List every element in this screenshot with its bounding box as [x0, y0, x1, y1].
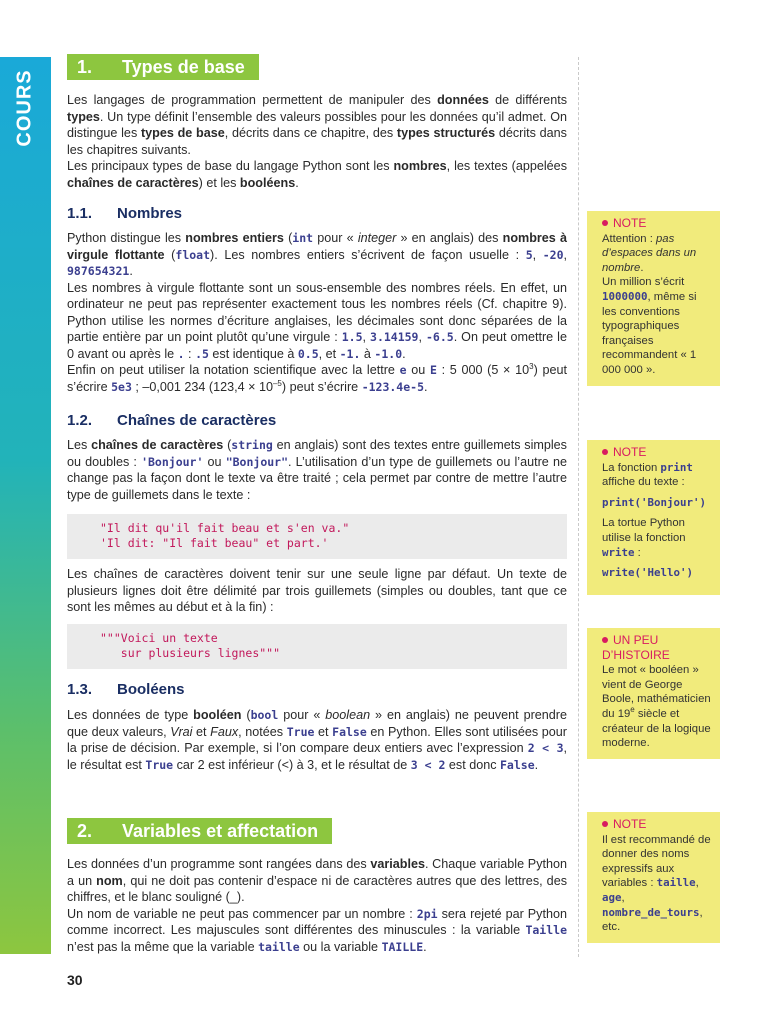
inline-code: taille	[656, 876, 696, 890]
inline-code: 1000000	[602, 289, 648, 303]
inline-code: 'Bonjour'	[141, 454, 204, 469]
section-2-title: 2. Variables et affectation	[67, 818, 332, 844]
code-block-multiline: """Voici un texte sur plusieurs lignes"""	[67, 624, 567, 669]
bold-term: booléens	[239, 175, 296, 190]
inline-code: False	[332, 724, 367, 739]
bold-term: variables	[370, 857, 425, 871]
bullet-dot-icon	[602, 449, 608, 455]
inline-code: E	[429, 363, 437, 377]
inline-code: True	[286, 724, 315, 739]
italic-term: Faux	[210, 724, 239, 739]
body-paragraph: Python distingue les nombres entiers (int pour « integer » en anglais) des nombres à virgule flottante (float). Les nombres entiers s’écrivent de façon usuelle : 5, -20, 987654321.	[67, 231, 568, 278]
inline-code: .5	[195, 346, 209, 361]
body-paragraph: Les nombres à virgule flottante sont un sous-ensemble des nombres réels. En effet, un ordinateur ne peut pas représenter exactement tous les nombres réels (Cf. chapitre 9). Python utilise les normes d’écriture anglaises, les décimales sont donc séparées de la partie entière par un point plutôt qu’une virgule : 1.5, 3.14159, -6.5. On peut omettre le 0 avant ou après le . : .5 est identique à 0.5, et -1. à -1.0.	[67, 280, 567, 361]
bold-term: nombres	[393, 159, 447, 173]
inline-code: 3.14159	[370, 330, 419, 344]
inline-code: 987654321	[67, 264, 130, 278]
note-text: Le mot « booléen » vient de George Boole, mathématicien du 19e siècle et créateur de la logique moderne.	[602, 664, 711, 750]
inline-code: print	[660, 460, 693, 474]
italic-term: integer	[357, 231, 397, 245]
bullet-dot-icon	[602, 220, 608, 226]
note-text: Attention : pas d’espaces dans un nombre.	[602, 232, 697, 274]
subsection-1-3-title: 1.3. Booléens	[67, 681, 185, 698]
inline-code: Taille	[525, 923, 567, 937]
superscript: e	[630, 705, 635, 715]
inline-code: float	[175, 247, 211, 262]
inline-code: 2 < 3	[527, 741, 564, 755]
inline-code: -123.4e-5	[361, 379, 424, 394]
italic-term: pas d’espaces dans un nombre	[602, 232, 697, 274]
inline-code: write('Hello')	[602, 566, 694, 580]
inline-code: 0.5	[297, 346, 319, 361]
body-paragraph: Les chaînes de caractères doivent tenir sur une seule ligne par défaut. Un texte de plusieurs lignes doit être délimité par trois guillemets (simples ou doubles, tant que ce sont les mêmes au début et à la fin) :	[67, 567, 567, 614]
section-label: COURS	[13, 69, 36, 147]
inline-code: 2pi	[416, 906, 438, 921]
subsection-1-2-body	[67, 437, 567, 503]
margin-separator	[578, 57, 579, 957]
inline-code: age	[602, 890, 622, 904]
note-text: La tortue Python utilise la fonction write :	[602, 517, 686, 559]
body-paragraph: Enfin on peut utiliser la notation scientifique avec la lettre e ou E : 5 000 $(5 \times 10^3)$ peut s’écrire 5e3 ; –0,001 234 $(123,4 \times 10^{-5})$ peut s’écrire -123.4e-5.	[67, 361, 567, 394]
bold-term: nom	[96, 873, 123, 888]
page-number: 30	[67, 972, 83, 988]
superscript: –5	[272, 378, 282, 388]
bold-term: types de base	[140, 126, 225, 140]
note-box-print	[587, 440, 720, 595]
code-block-quotes: "Il dit qu'il fait beau et s'en va." 'Il dit: "Il fait beau" et part.'	[67, 514, 567, 559]
inline-code: taille	[258, 939, 300, 954]
inline-code: TAILLE	[381, 939, 424, 954]
subsection-1-2-body-2	[67, 566, 567, 616]
inline-code: bool	[250, 708, 279, 722]
inline-code: -6.5	[425, 330, 454, 344]
inline-code: -20	[542, 247, 564, 262]
note-text: Un million s’écrit 1000000, même si les conventions typographiques françaises recommandent « 1 000 000 ».	[602, 276, 697, 376]
bold-term: nombres entiers	[185, 231, 284, 245]
inline-code: -1.	[339, 346, 361, 361]
section-2-body	[67, 856, 567, 955]
note-box-history	[587, 628, 720, 759]
inline-code: .	[177, 346, 185, 361]
subsection-1-2-title: 1.2. Chaînes de caractères	[67, 412, 277, 429]
note-code	[602, 566, 712, 581]
bullet-dot-icon	[602, 637, 608, 643]
intro-paragraph: Les langages de programmation permettent de manipuler des données de différents types. Un type définit l’ensemble des valeurs possibles pour les données qu’il admet. On distingue les types de base, décrits dans ce chapitre, des types structurés décrits dans les chapitres suivants.	[67, 93, 567, 157]
inline-code: 1.5	[341, 330, 363, 344]
note-title: UN PEU D’HISTOIRE	[602, 633, 670, 662]
note-title: NOTE	[602, 817, 712, 832]
body-paragraph: Les chaînes de caractères (string en anglais) sont des textes entre guillemets simples ou doubles : 'Bonjour' ou "Bonjour". L’utilisation d’un type de guillemets ou l’autre ne change pas la façon dont le texte va être traité ; cela permet par contre de mettre l’autre type de guillemets dans le texte :	[67, 438, 567, 502]
subsection-1-1-title: 1.1. Nombres	[67, 205, 183, 222]
inline-code: print('Bonjour')	[602, 495, 707, 509]
intro-paragraph: Les principaux types de base du langage Python sont les nombres, les textes (appelées chaînes de caractères) et les booléens.	[67, 159, 567, 190]
inline-code: True	[145, 757, 174, 772]
section-1-title: 1. Types de base	[67, 54, 259, 80]
body-paragraph: Les données de type booléen (bool pour « boolean » en anglais) ne peuvent prendre que deux valeurs, Vrai et Faux, notées True et False en Python. Elles sont utilisées pour la prise de décision. Par exemple, si l’on compare deux entiers avec l’expression 2 < 3, le résultat est True car 2 est inférieur (<) à 3, et le résultat de 3 < 2 est donc False.	[67, 708, 568, 772]
inline-code: 5e3	[111, 379, 132, 394]
bold-term: nombres à virgule flottante	[67, 231, 567, 262]
note-code	[602, 496, 712, 511]
italic-term: boolean	[325, 708, 371, 722]
bold-term: types	[67, 109, 100, 124]
body-paragraph: Les données d’un programme sont rangées dans des variables. Chaque variable Python a un nom, qui ne doit pas contenir d’espace ni de caractères autres que des lettres, des chiffres, et le blanc souligné (_).	[67, 857, 568, 904]
inline-code: nombre_de_tours	[602, 905, 700, 919]
inline-code: False	[500, 757, 535, 772]
inline-code: int	[292, 231, 314, 245]
inline-code: 3 < 2	[410, 757, 446, 772]
body-paragraph: Un nom de variable ne peut pas commencer par un nombre : 2pi sera rejeté par Python comme incorrect. Les majuscules sont différentes des minuscules : la variable Taille n’est pas la même que la variable taille ou la variable TAILLE.	[67, 906, 567, 954]
bold-term: booléen	[193, 708, 242, 722]
section-1-intro	[67, 92, 567, 191]
inline-code: string	[231, 438, 273, 452]
bold-term: chaînes de caractères	[67, 175, 199, 190]
bold-term: données	[437, 93, 489, 107]
note-title: NOTE	[602, 216, 712, 231]
inline-code: e	[399, 363, 407, 377]
note-box-variable-names	[587, 812, 720, 943]
note-title: NOTE	[602, 445, 712, 460]
note-box-numbers	[587, 211, 720, 386]
superscript: 3	[529, 361, 534, 371]
bold-term: types structurés	[396, 126, 496, 140]
inline-code: write	[602, 545, 635, 559]
bold-term: chaînes de caractères	[91, 438, 224, 452]
chapter-side-band	[0, 57, 51, 954]
subsection-1-3-body	[67, 707, 567, 773]
note-text: Il est recommandé de donner des noms expressifs aux variables : taille, age, nombre_de_tours, etc.	[602, 833, 711, 934]
inline-code: -1.0	[374, 346, 403, 361]
note-text: La fonction print affiche du texte :	[602, 460, 693, 489]
bullet-dot-icon	[602, 821, 608, 827]
inline-code: "Bonjour"	[225, 454, 289, 469]
italic-term: Vrai	[170, 724, 193, 739]
subsection-1-1-body	[67, 230, 567, 395]
inline-code: 5	[525, 247, 533, 262]
